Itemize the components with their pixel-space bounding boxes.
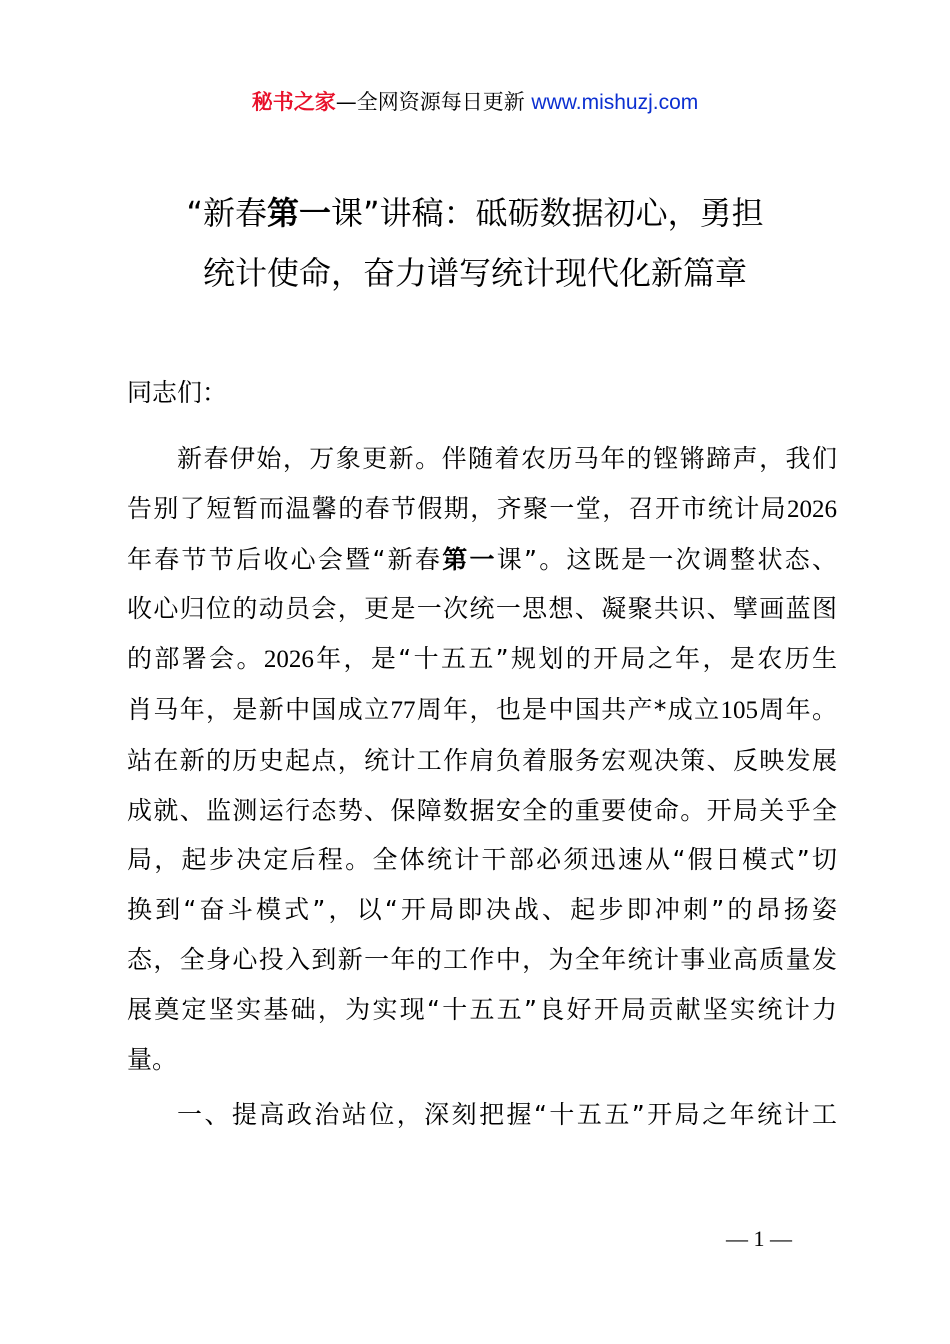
title-line-2: 统计使命，奋力谱写统计现代化新篇章 xyxy=(202,254,747,292)
paragraph-line: 局，起步决定后程。全体统计干部必须迅速从“假日模式”切 xyxy=(127,845,837,875)
paragraph-line: 告别了短暂而温馨的春节假期，齐聚一堂，召开市统计局2026 xyxy=(127,493,837,523)
paragraph-line: 成就、监测运行态势、保障数据安全的重要使命。开局关乎全 xyxy=(127,795,837,825)
paragraph-line: 态，全身心投入到新一年的工作中，为全年统计事业高质量发 xyxy=(127,944,837,974)
brand-name: 秘书之家 xyxy=(251,90,336,114)
paragraph-line: 站在新的历史起点，统计工作肩负着服务宏观决策、反映发展 xyxy=(127,745,837,775)
paragraph-line: 量。 xyxy=(127,1044,178,1074)
paragraph-line: 肖马年，是新中国成立77周年，也是中国共产*成立105周年。 xyxy=(127,694,837,724)
paragraph-line: 展奠定坚实基础，为实现“十五五”良好开局贡献坚实统计力 xyxy=(127,994,837,1024)
intro-paragraph xyxy=(127,434,837,1084)
paragraph-line: 年春节节后收心会暨“新春第一课”。这既是一次调整状态、 xyxy=(127,544,838,574)
section-heading: 一、提高政治站位，深刻把握“十五五”开局之年统计工 xyxy=(177,1100,837,1129)
page-number: — 1 — xyxy=(726,1226,792,1251)
document-title xyxy=(40,183,910,303)
salutation: 同志们： xyxy=(127,378,228,407)
paragraph-line: 新春伊始，万象更新。伴随着农历马年的铿锵蹄声，我们 xyxy=(177,444,837,473)
header-tagline: —全网资源每日更新 xyxy=(335,90,525,114)
paragraph-line: 的部署会。2026年，是“十五五”规划的开局之年，是农历生 xyxy=(127,644,837,674)
paragraph-line: 收心归位的动员会，更是一次统一思想、凝聚共识、擘画蓝图 xyxy=(127,594,837,624)
title-line-1: “新春第一课”讲稿：砥砺数据初心，勇担 xyxy=(186,194,764,232)
paragraph-line: 换到“奋斗模式”，以“开局即决战、起步即冲刺”的昂扬姿 xyxy=(127,895,837,925)
site-url-link[interactable]: www.mishuzj.com xyxy=(531,91,699,114)
site-header xyxy=(0,86,950,119)
